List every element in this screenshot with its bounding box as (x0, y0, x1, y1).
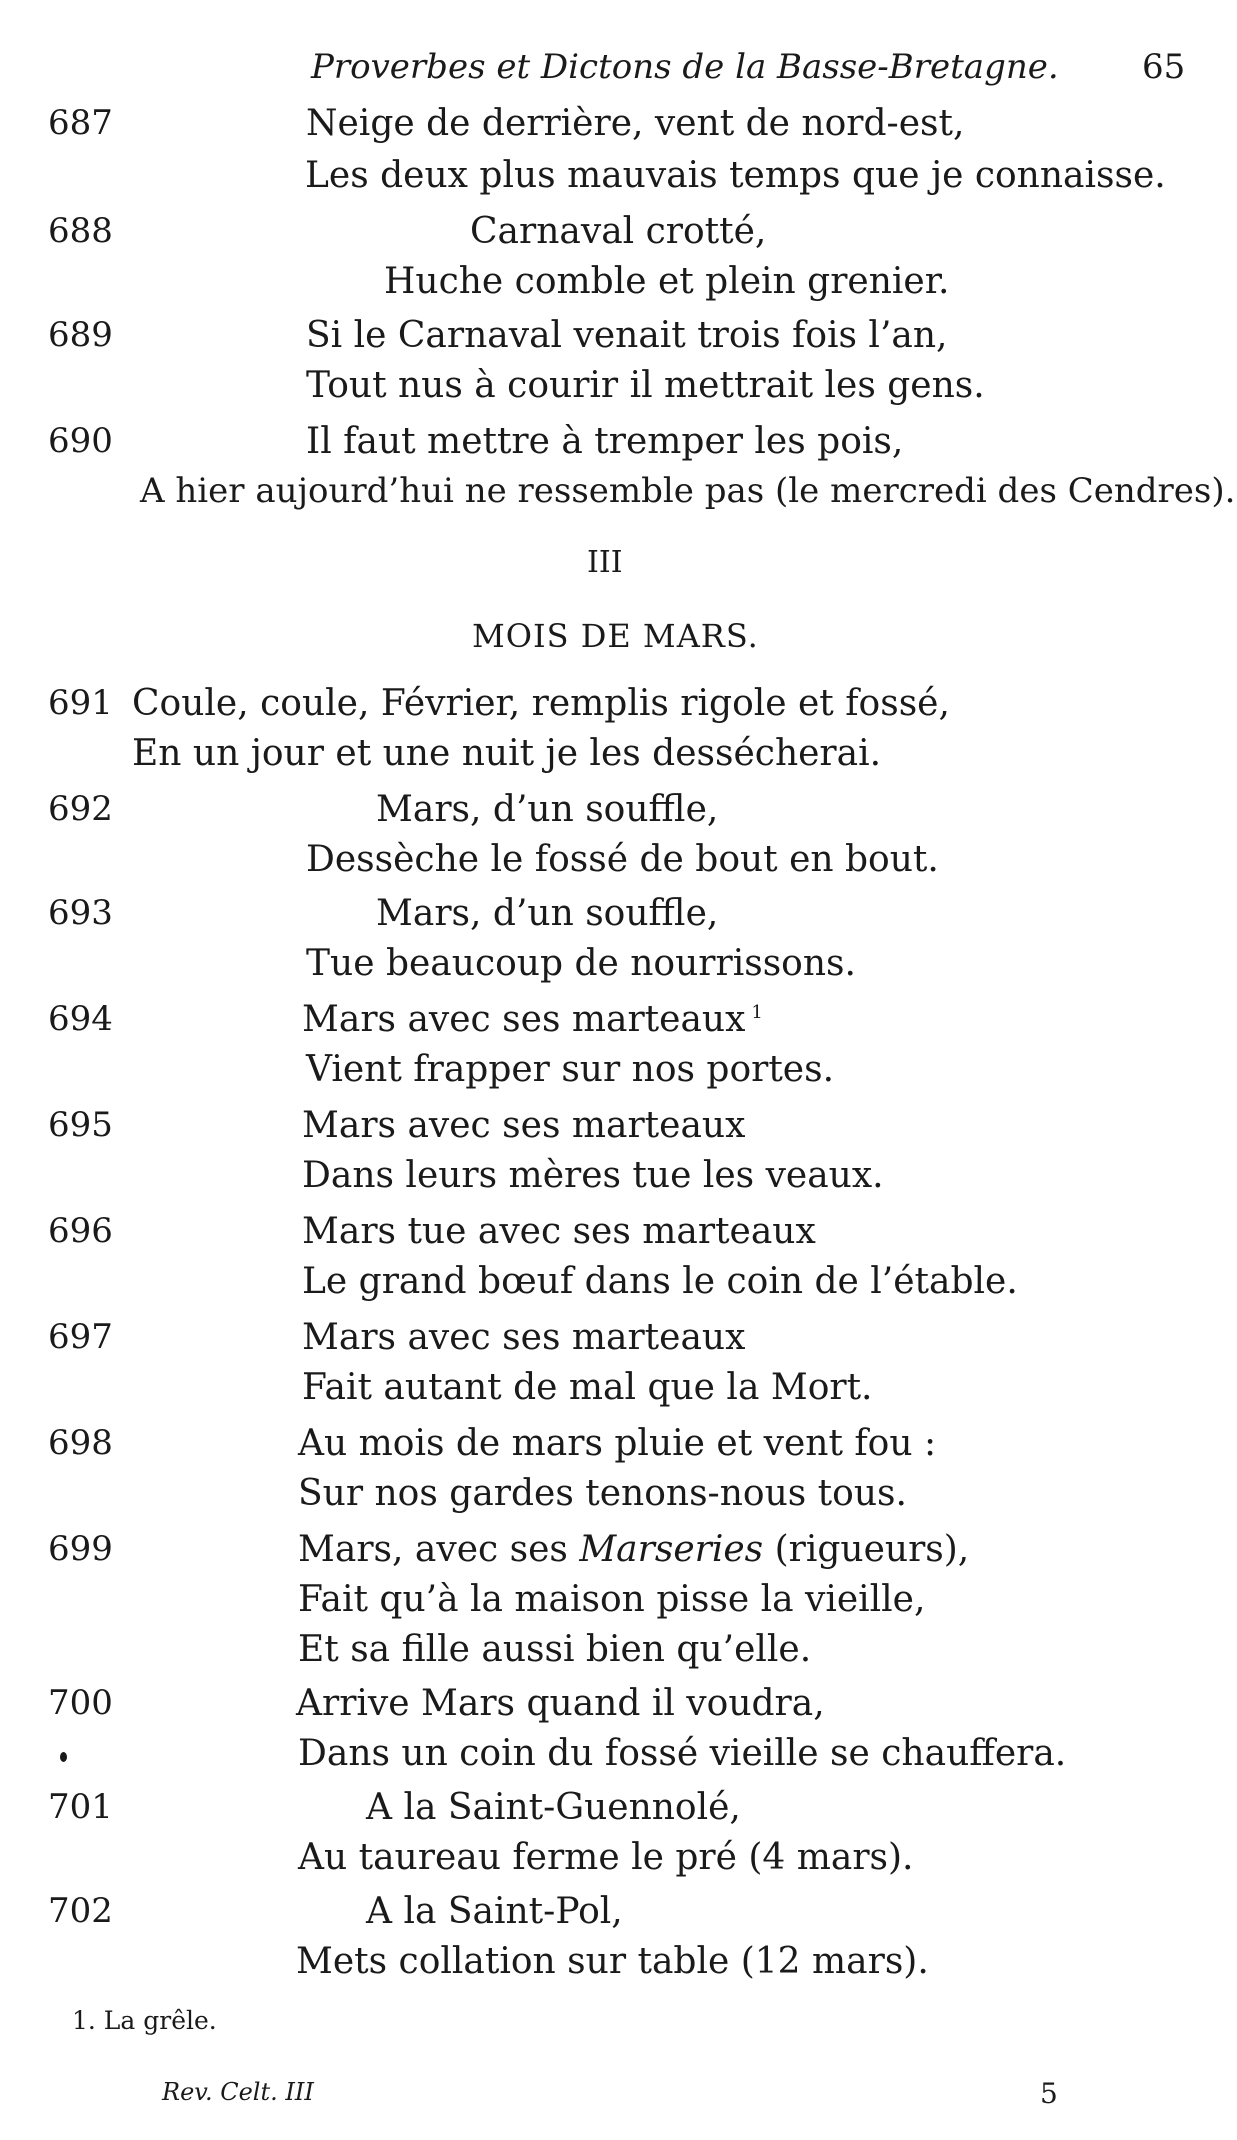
signature-mark: 5 (1040, 2077, 1058, 2110)
proverb-line: Mars, d’un souffle, (376, 789, 719, 830)
ink-blot (60, 1752, 67, 1762)
proverb-line: Au taureau ferme le pré (4 mars). (298, 1837, 914, 1878)
proverb-number: 698 (48, 1423, 113, 1463)
proverb-line: Huche comble et plein grenier. (384, 261, 950, 302)
footnote: 1. La grêle. (72, 2006, 217, 2035)
proverb-number: 700 (48, 1683, 113, 1723)
proverb-line: Carnaval crotté, (470, 211, 767, 252)
page-number: 65 (1142, 47, 1186, 87)
proverb-line: Dans leurs mères tue les veaux. (302, 1155, 884, 1196)
proverb-number: 692 (48, 789, 113, 829)
footnote-ref: 1 (751, 1002, 763, 1023)
proverb-line-italic: Marseries (579, 1529, 764, 1570)
section-title: MOIS DE MARS. (472, 617, 759, 655)
proverb-line: Mars tue avec ses marteaux (302, 1211, 816, 1252)
proverb-number: 701 (48, 1787, 113, 1827)
proverb-line: Sur nos gardes tenons-nous tous. (298, 1473, 907, 1514)
proverb-line: Mars avec ses marteaux (302, 1105, 746, 1146)
proverb-line: Coule, coule, Février, remplis rigole et fossé, (132, 683, 950, 724)
proverb-number: 693 (48, 893, 113, 933)
proverb-line: Neige de derrière, vent de nord-est, (306, 103, 965, 144)
proverb-number: 688 (48, 211, 113, 251)
proverb-line: Mars, d’un souffle, (376, 893, 719, 934)
proverb-line: Arrive Mars quand il voudra, (296, 1683, 825, 1724)
proverb-line: A la Saint-Pol, (366, 1891, 623, 1932)
proverb-line (298, 1529, 970, 1570)
proverb-number: 687 (48, 103, 113, 143)
proverb-line: Mets collation sur table (12 mars). (296, 1941, 929, 1982)
proverb-line: A hier aujourd’hui ne ressemble pas (le mercredi des Cendres). (140, 471, 1236, 511)
section-number: III (587, 545, 623, 580)
proverb-line: Si le Carnaval venait trois fois l’an, (306, 315, 948, 356)
proverb-number: 691 (48, 683, 113, 723)
proverb-line: Vient frapper sur nos portes. (306, 1049, 835, 1090)
proverb-line: Mars avec ses marteaux (302, 1317, 746, 1358)
proverb-line: Fait qu’à la maison pisse la vieille, (298, 1579, 926, 1620)
proverb-line: Et sa fille aussi bien qu’elle. (298, 1629, 812, 1670)
footer-source: Rev. Celt. III (162, 2078, 314, 2106)
proverb-number: 697 (48, 1317, 113, 1357)
running-header: Proverbes et Dictons de la Basse-Bretagne. (311, 47, 1059, 87)
proverb-number: 699 (48, 1529, 113, 1569)
proverb-line: Les deux plus mauvais temps que je connaisse. (305, 155, 1166, 196)
proverb-line: Tout nus à courir il mettrait les gens. (306, 365, 985, 406)
proverb-number: 694 (48, 999, 113, 1039)
proverb-line-text: (rigueurs), (774, 1529, 970, 1570)
proverb-line: Dessèche le fossé de bout en bout. (306, 839, 939, 880)
proverb-line: Au mois de mars pluie et vent fou : (298, 1423, 937, 1464)
proverb-number: 702 (48, 1891, 113, 1931)
proverb-number: 690 (48, 421, 113, 461)
proverb-line: Dans un coin du fossé vieille se chauffera. (298, 1733, 1067, 1774)
proverb-line: Le grand bœuf dans le coin de l’étable. (302, 1261, 1018, 1302)
proverb-line: En un jour et une nuit je les dessécherai. (132, 733, 882, 774)
proverb-line-text: Mars avec ses marteaux (302, 999, 746, 1040)
proverb-line: Tue beaucoup de nourrissons. (306, 943, 856, 984)
proverb-number: 689 (48, 315, 113, 355)
proverb-line: Il faut mettre à tremper les pois, (306, 421, 904, 462)
proverb-line: Fait autant de mal que la Mort. (302, 1367, 873, 1408)
proverb-line: A la Saint-Guennolé, (366, 1787, 741, 1828)
proverb-line (302, 999, 763, 1040)
proverb-number: 695 (48, 1105, 113, 1145)
proverb-number: 696 (48, 1211, 113, 1251)
proverb-line-text: Mars, avec ses (298, 1529, 568, 1570)
